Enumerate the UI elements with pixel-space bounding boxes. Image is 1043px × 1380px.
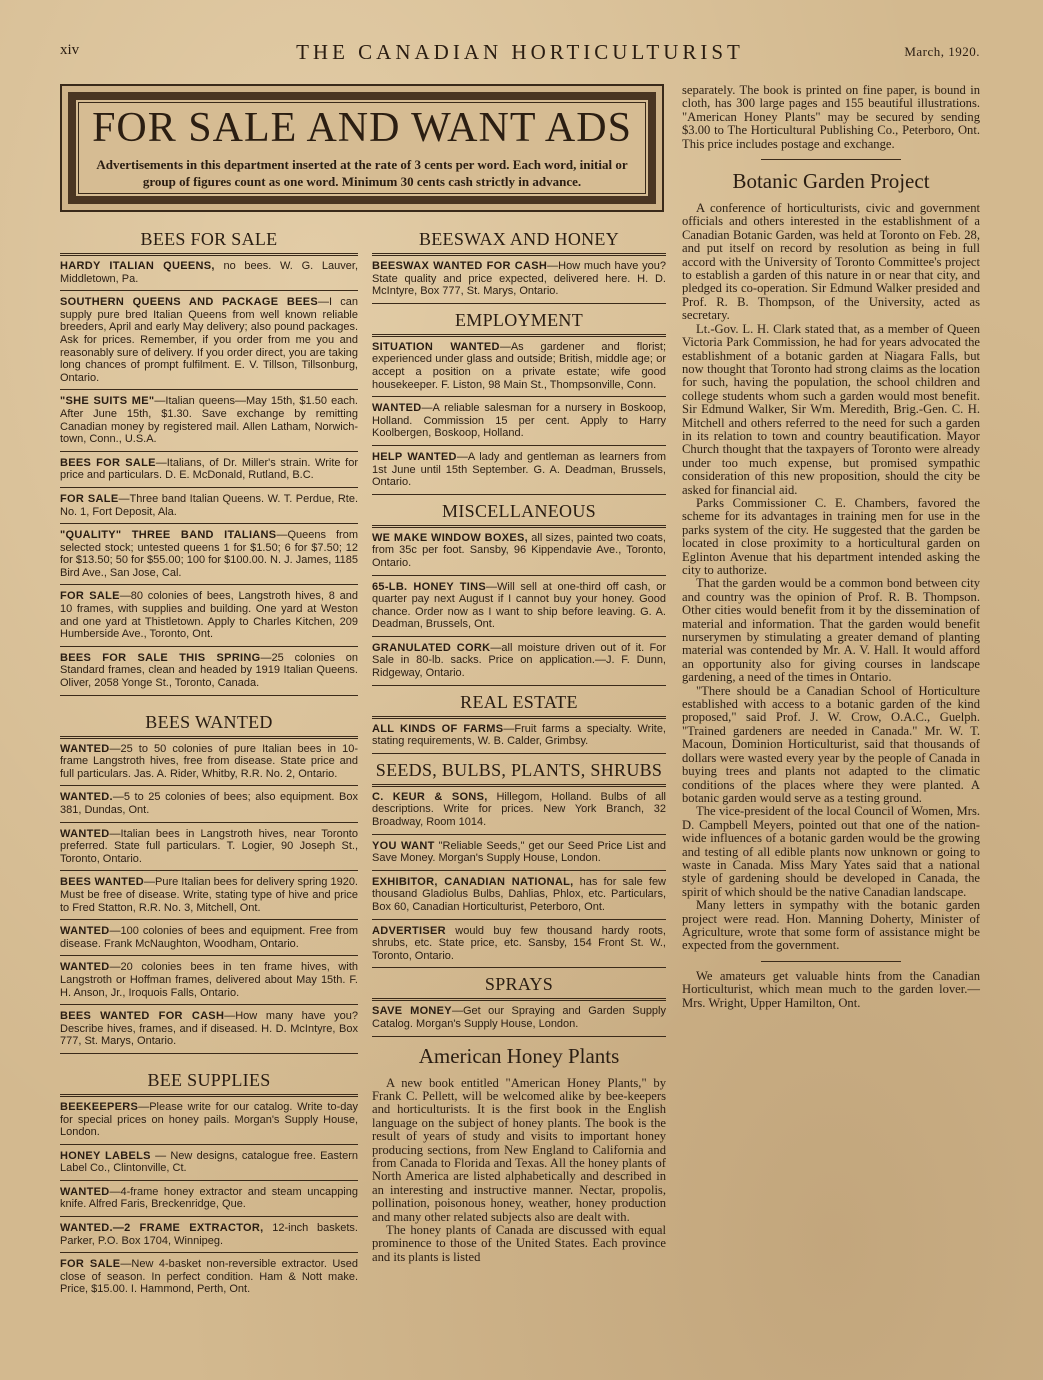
ad-list: [60, 260, 358, 696]
ad-lead: HELP WANTED: [372, 450, 457, 463]
classified-ad: [60, 1010, 358, 1054]
ad-lead: GRANULATED CORK: [372, 641, 491, 654]
article-paragraph: Lt.-Gov. L. H. Clark stated that, as a member of Queen Victoria Park Commission, he had for years advocated the establishment of a botanic garden at Niagara Falls, but now thought that Toronto had strong claims as the location for such, having the population, the school children and college students whom such a garden would most benefit. Sir Edmund Walker, Sir Wm. Meredith, Brig.-Gen. C. H. Mitchell and others referred to the need for such a garden in its relation to town and country beautification. Mayor Church thought that the taxpayers of Toronto were already under too much expense, but promised sympathic consideration of this new proposition, should the city be asked for financial aid.: [682, 321, 980, 497]
ad-lead: YOU WANT: [372, 839, 435, 852]
ad-text: —Italians, of Dr. Miller's strain. Write for price and particulars. D. E. McDonald, Rutland, B.C.: [60, 456, 359, 482]
classified-ad: [60, 1101, 358, 1145]
ad-lead: ADVERTISER: [372, 924, 446, 937]
ad-lead: SITUATION WANTED: [372, 340, 500, 353]
ad-lead: BEES FOR SALE THIS SPRING: [60, 651, 261, 664]
ad-text: —Get our Spraying and Garden Supply Catalog. Morgan's Supply House, London.: [372, 1005, 666, 1030]
classified-ad: [60, 457, 358, 488]
section-seeds-bulbs: [372, 759, 666, 969]
ad-lead: WANTED: [60, 827, 110, 840]
section-bees-for-sale: [60, 228, 358, 696]
section-bee-supplies: [60, 1069, 358, 1301]
ad-text: Hillegom, Holland. Bulbs of all descriptions. Write for prices. New York Branch, 32 Broadway, Room 1014.: [372, 790, 666, 829]
classified-ad: [60, 1150, 358, 1181]
ad-text: 12-inch baskets. Parker, P.O. Box 1704, Winnipeg.: [60, 1222, 358, 1247]
classified-ad: [60, 590, 358, 646]
section-heading: REAL ESTATE: [372, 691, 666, 719]
ad-text: —100 colonies of bees and equipment. Free from disease. Frank McNaughton, Woodham, Ontario.: [60, 925, 358, 950]
ad-text: —A reliable salesman for a nursery in Boskoop, Holland. Commission 15 per cent. Apply to Harry Koolbergen, Boskoop, Holland.: [372, 402, 666, 440]
ad-list: [60, 743, 358, 1054]
ad-lead: BEEKEEPERS: [60, 1100, 139, 1113]
article-title: American Honey Plants: [418, 1043, 620, 1068]
classified-ad: [372, 791, 666, 835]
ad-text: no bees. W. G. Lauver, Middletown, Pa.: [60, 260, 359, 285]
classified-ad: [60, 1186, 358, 1217]
ad-box-frame: [68, 92, 656, 204]
ad-lead: WANTED.—2 FRAME EXTRACTOR,: [60, 1222, 264, 1235]
classified-ad: [60, 925, 358, 956]
ad-list: [60, 1101, 358, 1301]
classified-ad: [60, 296, 358, 390]
ad-lead: WANTED: [60, 925, 110, 938]
ad-text: —New 4-basket non-reversible extractor. Used close of season. In perfect condition. Ham & Nott make. Price, $15.00. I. Hammond, Perth, Ont.: [60, 1258, 358, 1296]
ad-lead: "SHE SUITS ME": [60, 395, 155, 408]
article-paragraph: "There should be a Canadian School of Horticulture established with access to a botanic garden of the kind proposed," said Prof. J. W. Crow, O.A.C., Guelph. "Trained gardeners are needed in Canada." Mr. W. T. Macoun, Dominion Horticulturist, said that thousands of dollars were wasted every year by the people of Canada in buying trees and plants not adapted to the climatic conditions of the places where they were planted. A botanic garden would serve as a testing ground.: [682, 683, 980, 805]
article-paragraph: That the garden would be a common bond between city and country was the opinion of Prof. R. B. Thompson. Other cities would benefit from it by the dissemination of material and information. That the garden would benefit nurserymen by stimulating a greater demand of planting material was contended by Mr. A. V. Hall. It would afford an opportunity also for giving courses in landscape gardening, a need of the times in Ontario.: [682, 576, 980, 685]
ad-text: —25 to 50 colonies of pure Italian bees in 10-frame Langstroth hives, free from disease. State price and full particulars. Jas. A. Rider, Whitby, R.R. No. 2, Ontario.: [60, 742, 358, 780]
section-heading: EMPLOYMENT: [372, 309, 666, 337]
ad-text: —Fruit farms a specialty. Write, stating requirements, W. B. Calder, Grimbsy.: [372, 722, 666, 748]
classified-ad: [60, 1222, 358, 1253]
ad-text: —Queens from selected stock; untested queens 1 for $1.50; 6 for $7.50; 12 for $13.50; 50 for $55.00; 100 for $100.00. N. J. James, 1185 Bird Ave., San Jose, Cal.: [60, 529, 358, 579]
ad-lead: ALL KINDS OF FARMS: [372, 722, 504, 735]
article-continuation: separately. The book is printed on fine paper, is bound in cloth, has 300 large pages and 155 beautiful illustrations. "American Honey Plants" may be secured by sending $3.00 to The Horticultural Publishing Co., Peterboro, Ont. This price includes postage and exchange.: [682, 83, 980, 151]
ad-text: —80 colonies of bees, Langstroth hives, 8 and 10 frames, with supplies and building. One yard at Weston and one yard at Thistletown. Apply to Charles Kitchen, 209 Humberside Ave., Toronto, Ont.: [60, 590, 358, 641]
ad-text: would buy few thousand hardy roots, shrubs, etc. State price, etc. Sansby, 154 Front St. W., Toronto, Ontario.: [372, 924, 666, 962]
for-sale-want-ads-box: [60, 84, 664, 212]
ad-lead: HONEY LABELS: [60, 1149, 151, 1162]
ad-lead: BEESWAX WANTED FOR CASH: [372, 260, 548, 272]
section-heading: BEESWAX AND HONEY: [372, 228, 666, 256]
classified-ad: [60, 791, 358, 822]
classified-ad: [372, 451, 666, 495]
section-employment: [372, 309, 666, 495]
ad-text: — New designs, catalogue free. Eastern Label Co., Clintonville, Ct.: [60, 1149, 358, 1175]
ad-lead: WANTED: [60, 1185, 110, 1198]
classified-ad: [372, 532, 666, 576]
ad-text: has for sale few thousand Gladiolus Bulbs, Dahlias, Phlox, etc. Particulars, Box 60, Canadian Horticulturist, Peterboro, Ont.: [372, 875, 666, 913]
section-real-estate: [372, 691, 666, 754]
article-paragraph: The honey plants of Canada are discussed with equal prominence to those of the United States. Each province and its plants is listed: [372, 1223, 666, 1264]
section-heading: BEES FOR SALE: [60, 228, 358, 256]
section-bees-wanted: [60, 711, 358, 1054]
ad-text: —Italian bees in Langstroth hives, near Toronto preferred. State full particulars. T. Logier, 90 Joseph St., Toronto, Ontario.: [60, 827, 358, 865]
ad-lead: C. KEUR & SONS,: [372, 790, 488, 803]
classified-ad: [372, 723, 666, 754]
section-heading: BEES WANTED: [60, 711, 358, 739]
classified-ad: [60, 961, 358, 1005]
testimonial: We amateurs get valuable hints from the Canadian Horticulturist, which mean much to the garden lover.—Mrs. Wright, Upper Hamilton, Ont.: [682, 968, 980, 1010]
issue-date: March, 1920.: [904, 44, 980, 59]
classified-ad: [60, 395, 358, 451]
classified-ad: [372, 1005, 666, 1036]
ad-lead: WANTED: [60, 961, 110, 974]
classified-ad: [60, 828, 358, 872]
ad-lead: SOUTHERN QUEENS AND PACKAGE BEES: [60, 296, 319, 309]
article-paragraph: The vice-president of the local Council of Women, Mrs. D. Campbell Meyers, pointed out that one of the nation-wide influences of a botanic garden would be the growing and testing of all edible plants now unknown or going to waste in Canada. Miss Mary Yates said that a national style of gardening should be developed in Canada, the spirit of which should be the native Canadian landscape.: [682, 804, 980, 899]
classified-ad: [60, 876, 358, 920]
section-heading: SEEDS, BULBS, PLANTS, SHRUBS: [372, 759, 666, 787]
ad-text: —As gardener and florist; experienced under glass and outside; British, middle age; or accept a position on a private estate; wife good housekeeper. F. Liston, 98 Main St., Thompsonville, Conn.: [372, 340, 667, 391]
classified-ad: [60, 652, 358, 696]
section-heading: MISCELLANEOUS: [372, 500, 666, 528]
column-3: [682, 84, 980, 1010]
ad-text: —all moisture driven out of it. For Sale in 80-lb. sacks. Price on application.—J. F. Dunn, Ridgeway, Ontario.: [372, 641, 666, 680]
ad-lead: WANTED: [60, 742, 110, 755]
section-miscellaneous: [372, 500, 666, 686]
classified-ad: [372, 260, 666, 304]
article-botanic-garden-project: [682, 168, 980, 1010]
classified-ad: [372, 402, 666, 446]
ad-lead: BEES WANTED: [60, 876, 144, 889]
ad-text: —Please write for our catalog. Write to-day for special prices on honey pails. Morgan's Supply House, London.: [60, 1100, 358, 1139]
ad-text: —Italian queens—May 15th, $1.50 each. After June 15th, $1.30. Save exchange by remitting Canadian money by registered mail. Allen Latham, Norwich-town, Conn., U.S.A.: [60, 395, 358, 446]
column-1: [60, 228, 358, 1306]
classified-ad: [372, 876, 666, 920]
ad-text: —A lady and gentleman as learners from 1st June until 15th September. G. A. Deadman, Brussels, Ontario.: [372, 450, 666, 489]
article-title: Botanic Garden Project: [732, 169, 930, 194]
page-header: [60, 40, 980, 70]
article-american-honey-plants: [372, 1043, 666, 1265]
ad-box-title: FOR SALE AND WANT ADS: [92, 105, 632, 151]
ad-lead: FOR SALE: [60, 1258, 121, 1271]
classified-ad: [60, 529, 358, 585]
ad-lead: FOR SALE: [60, 590, 120, 603]
ad-lead: BEES FOR SALE: [60, 456, 156, 469]
classified-ad: [372, 581, 666, 637]
article-paragraph: Parks Commissioner C. E. Chambers, favored the scheme for its advantages in training men for use in the parks system of the city. He suggested that the garden be located in close proximity to a horticultural garden on Eglinton Avenue that his department intended asking the city to authorize.: [682, 495, 980, 577]
ad-text: —I can supply pure bred Italian Queens from well known reliable breeders, April and early May delivery; also pound packages. Ask for prices. Remember, if you order from me you and reasonably sure of delivery. If you order direct, you are taking long chances of prompt fulfilment. E. V. Tillson, Tillsonburg, Ontario.: [60, 296, 358, 384]
ad-lead: FOR SALE: [60, 492, 119, 505]
ad-text: —5 to 25 colonies of bees; also equipment. Box 381, Dundas, Ont.: [60, 791, 358, 816]
classified-ad: [60, 260, 358, 291]
classified-ad: [372, 840, 666, 871]
ad-lead: "QUALITY" THREE BAND ITALIANS: [60, 529, 277, 542]
ad-lead: WANTED.: [60, 791, 113, 804]
ad-box-rates: Advertisements in this department inserted at the rate of 3 cents per word. Each word, initial or group of figures count as one word. Minimum 30 cents cash strictly in advance.: [96, 157, 628, 189]
classified-ad: [60, 1258, 358, 1301]
section-heading: SPRAYS: [372, 973, 666, 1001]
classified-ad: [372, 642, 666, 686]
ad-text: —20 colonies bees in ten frame hives, with Langstroth or Hoffman frames, delivered about May 15th. F. H. Anson, Jr., Iroquois Falls, Ontario.: [60, 961, 358, 999]
divider: [761, 159, 901, 160]
article-paragraph: A conference of horticulturists, civic and government officials and others interested in the establishment of a Canadian Botanic Garden, was held at Toronto on Feb. 28, and put itself on record by resolution as being in full accord with the University of Toronto Committee's project to establish a garden of this nature in or near that city, and pledged its co-operation. Sir Edmund Walker presided and Prof. R. B. Thompson, of the University, acted as secretary.: [682, 201, 980, 323]
column-2: [372, 228, 666, 1264]
article-paragraph: A new book entitled "American Honey Plants," by Frank C. Pellett, will be welcomed alike by bee-keepers and horticulturists. It is the first book in the English language on the subject of honey plants. The book is the result of years of study and visits to important honey producing sections, from New England to California and from Canada to Florida and Texas. All the honey plants of North America are listed alphabetically and described in an interesting and instructive manner. Nectar, propolis, pollination, poisonous honey, weather, honey production and many other related subjects also are dealt with.: [372, 1075, 666, 1224]
journal-title: THE CANADIAN HORTICULTURIST: [296, 40, 744, 64]
classified-ad: [60, 493, 358, 524]
ad-text: —25 colonies on Standard frames, clean and headed by 1919 Italian Queens. Oliver, 2058 Yonge St., Toronto, Canada.: [60, 651, 358, 690]
ad-text: —Will sell at one-third off cash, or quarter pay next August if I cannot buy your honey. Good chance. Order now as I want to ship before leaving. G. A. Deadman, Brussels, Ont.: [372, 580, 666, 631]
ad-text: —Pure Italian bees for delivery spring 1920. Must be free of disease. Write, stating type of hive and price to Fred Statton, R.R. No. 3, Mitchell, Ont.: [60, 876, 358, 914]
classified-ad: [60, 743, 358, 787]
classified-ad: [372, 925, 666, 969]
ad-text: —How many have you? Describe hives, frames, and if diseased. H. D. McIntyre, Box 777, St. Marys, Ontario.: [60, 1010, 358, 1048]
section-heading: BEE SUPPLIES: [60, 1069, 358, 1097]
classified-ad: [372, 341, 666, 397]
section-sprays: [372, 973, 666, 1036]
ad-text: —Three band Italian Queens. W. T. Perdue, Rte. No. 1, Fort Deposit, Ala.: [60, 492, 358, 518]
page-folio: xiv: [60, 42, 80, 58]
ad-lead: BEES WANTED FOR CASH: [60, 1010, 225, 1023]
ad-lead: EXHIBITOR, CANADIAN NATIONAL,: [372, 875, 574, 888]
ad-lead: 65-LB. HONEY TINS: [372, 580, 487, 593]
ad-text: all sizes, painted two coats, from 35c per foot. Sansby, 96 Kippendavie Ave., Toronto, Ontario.: [372, 531, 666, 569]
divider: [761, 961, 901, 962]
ad-text: —4-frame honey extractor and steam uncapping knife. Alfred Faris, Breckenridge, Que.: [60, 1185, 358, 1211]
section-beeswax-honey: [372, 228, 666, 304]
article-paragraph: Many letters in sympathy with the botanic garden project were read. Hon. Manning Doherty, Minister of Agriculture, wrote that some form of assistance might be expected from the government.: [682, 898, 980, 953]
ad-text: —How much have you? State quality and price expected, delivered here. H. D. McIntyre, Box 777, St. Marys, Ontario.: [372, 260, 666, 298]
ad-lead: HARDY ITALIAN QUEENS,: [60, 260, 215, 272]
ad-text: "Reliable Seeds," get our Seed Price List and Save Money. Morgan's Supply House, London.: [372, 839, 666, 865]
ad-lead: SAVE MONEY: [372, 1005, 452, 1018]
ad-lead: WANTED: [372, 402, 422, 415]
ad-lead: WE MAKE WINDOW BOXES,: [372, 531, 529, 544]
